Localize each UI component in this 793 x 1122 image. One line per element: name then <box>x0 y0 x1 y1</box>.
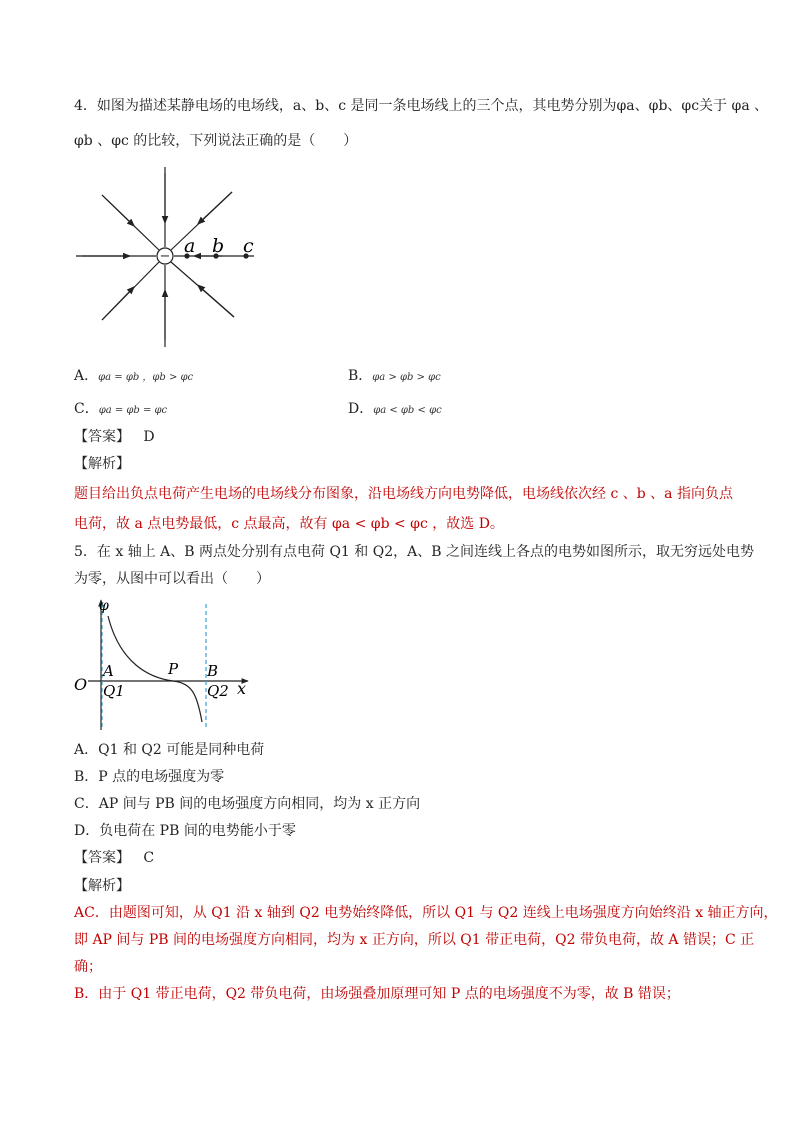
label-b: b <box>212 235 225 257</box>
q4-field-line-figure <box>72 165 267 350</box>
label-a: a <box>184 235 196 257</box>
q5-option-c: C．AP 间与 PB 间的电场强度方向相同，均为 x 正方向 <box>74 796 421 812</box>
q5-option-d: D．负电荷在 PB 间的电势能小于零 <box>74 823 296 839</box>
charge-sign: − <box>159 249 171 264</box>
q5-potential-graph <box>70 594 260 734</box>
A-label: A <box>103 662 114 680</box>
q4-option-b: B．φa > φb > φc <box>348 368 441 384</box>
Q2-label: Q2 <box>207 682 229 700</box>
Q1-label: Q1 <box>103 682 125 700</box>
B-label: B <box>207 662 219 680</box>
potential-curve <box>108 616 202 722</box>
q4-answer: 【答案】 D <box>74 429 155 445</box>
q5-stem-line2: 为零，从图中可以看出（ ） <box>74 571 270 587</box>
q5-analysis-line1: AC．由题图可知，从 Q1 沿 x 轴到 Q2 电势始终降低，所以 Q1 与 Q2 连线上电场强度方向始终沿 x 轴正方向， <box>74 905 778 921</box>
q4-stem-line1: 4．如图为描述某静电场的电场线，a、b、c 是同一条电场线上的三个点，其电势分别为φa、φb、φc关于 φa 、 <box>74 98 769 114</box>
P-label: P <box>168 660 179 678</box>
q5-option-b: B．P 点的电场强度为零 <box>74 769 225 785</box>
q4-analysis-line1: 题目给出负点电荷产生电场的电场线分布图象，沿电场线方向电势降低，电场线依次经 c 、b 、a 指向负点 <box>74 486 733 502</box>
q4-option-a: A．φa = φb ，φb > φc <box>74 368 194 384</box>
q4-option-c: C．φa = φb = φc <box>74 401 168 417</box>
phi-label: φ <box>99 598 109 614</box>
q5-analysis-line3: 确； <box>74 959 102 975</box>
q5-analysis-line4: B．由于 Q1 带正电荷，Q2 带负电荷，由场强叠加原理可知 P 点的电场强度不为零，故 B 错误； <box>74 986 680 1002</box>
origin-label: O <box>74 675 88 694</box>
q5-stem-line1: 5．在 x 轴上 A、B 两点处分别有点电荷 Q1 和 Q2，A、B 之间连线上各点的电势如图所示，取无穷远处电势 <box>74 544 754 560</box>
q5-analysis-label: 【解析】 <box>74 878 130 894</box>
q4-stem-line2: φb 、φc 的比较，下列说法正确的是（ ） <box>74 133 358 149</box>
x-label: x <box>237 679 247 698</box>
q5-analysis-line2: 即 AP 间与 PB 间的电场强度方向相同，均为 x 正方向，所以 Q1 带正电荷，Q2 带负电荷，故 A 错误；C 正 <box>74 932 755 948</box>
q4-analysis-line2: 电荷，故 a 点电势最低，c 点最高，故有 φa < φb < φc ，故选 D。 <box>74 516 504 532</box>
q5-answer: 【答案】 C <box>74 850 155 866</box>
q4-option-d: D．φa < φb < φc <box>348 401 442 417</box>
label-c: c <box>243 235 254 257</box>
q4-analysis-label: 【解析】 <box>74 456 130 472</box>
q5-option-a: A．Q1 和 Q2 可能是同种电荷 <box>74 742 265 758</box>
